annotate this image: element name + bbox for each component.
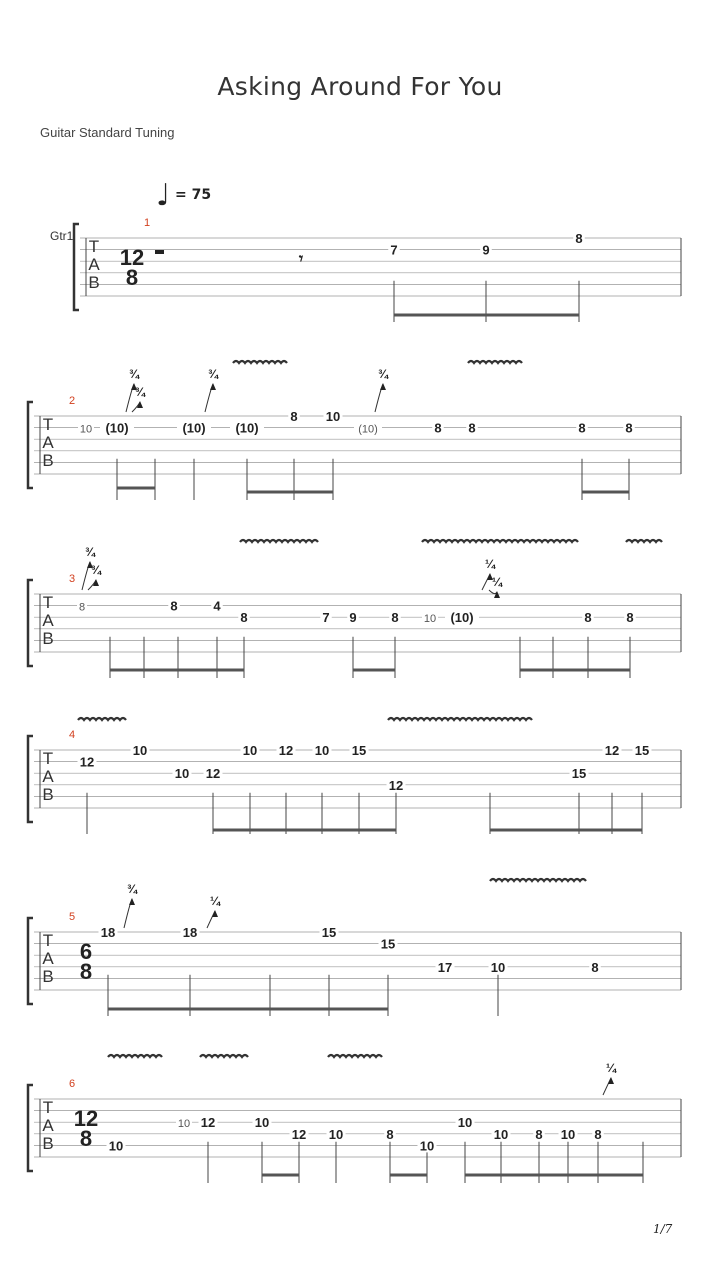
- fret-number: 9: [482, 242, 490, 258]
- tab-clef-letter: T: [42, 593, 54, 612]
- fret-number: 8: [170, 598, 178, 614]
- fret-number: 8: [290, 409, 298, 424]
- fret-number: 8: [625, 420, 633, 436]
- tab-clef-letter: B: [42, 1134, 54, 1153]
- system-bracket: [28, 736, 33, 822]
- fret-number: 7: [390, 242, 398, 258]
- bend-arrowhead: [210, 383, 216, 390]
- fret-number: 12: [200, 1115, 216, 1131]
- measure-number: 3: [68, 573, 76, 585]
- bend-arrowhead: [608, 1077, 614, 1084]
- system-bracket: [28, 1085, 33, 1171]
- fret-number: (10): [182, 420, 206, 436]
- bend-amount: ¾: [90, 563, 102, 577]
- fret-number: 10: [177, 1118, 191, 1131]
- page-number: 1/7: [653, 1222, 673, 1236]
- time-signature-bottom: 8: [79, 1126, 93, 1151]
- bend-arrowhead: [380, 383, 386, 390]
- fret-number: 15: [380, 936, 396, 952]
- bend-amount: ¾: [128, 367, 140, 381]
- vibrato-mark: [233, 361, 287, 363]
- fret-number: 4: [213, 598, 221, 614]
- tab-clef-letter: A: [42, 611, 54, 630]
- tab-clef-letter: B: [42, 967, 54, 986]
- tab-clef-letter: B: [88, 273, 100, 292]
- vibrato-mark: [200, 1055, 248, 1057]
- fret-number: 10: [314, 743, 330, 758]
- fret-number: 12: [388, 777, 404, 793]
- bend-amount: ¾: [84, 545, 96, 559]
- bend-arrowhead: [494, 591, 500, 598]
- fret-number: 17: [437, 959, 453, 975]
- fret-number: (10): [105, 420, 129, 436]
- fret-number: 8: [626, 610, 634, 626]
- fret-number: 10: [423, 613, 437, 626]
- fret-number: 8: [78, 601, 86, 614]
- tab-clef-letter: A: [42, 433, 54, 452]
- fret-number: 8: [434, 420, 442, 436]
- fret-number: (10): [235, 420, 259, 436]
- eighth-rest: 𝄾: [298, 251, 304, 268]
- fret-number: 18: [182, 925, 198, 940]
- time-signature-bottom: 8: [79, 959, 93, 984]
- tab-clef-letter: A: [88, 255, 100, 274]
- fret-number: 7: [322, 610, 330, 626]
- fret-number: 8: [575, 231, 583, 246]
- fret-number: 18: [100, 925, 116, 940]
- tab-clef-letter: B: [42, 451, 54, 470]
- time-signature-top: 12: [73, 1106, 99, 1131]
- fret-number: 8: [391, 610, 399, 626]
- fret-number: 10: [419, 1138, 435, 1154]
- fret-number: 12: [604, 743, 620, 758]
- bend-arrowhead: [212, 910, 218, 917]
- vibrato-mark: [490, 879, 586, 881]
- fret-number: 8: [535, 1126, 543, 1142]
- tab-clef-letter: T: [88, 237, 100, 256]
- fret-number: 10: [242, 743, 258, 758]
- bend-amount: ¼: [484, 557, 496, 571]
- fret-number: 10: [108, 1138, 124, 1154]
- vibrato-mark: [388, 718, 532, 720]
- tab-clef-letter: T: [42, 1098, 54, 1117]
- fret-number: 15: [571, 766, 587, 782]
- tab-clef-letter: A: [42, 767, 54, 786]
- fret-number: 15: [321, 925, 337, 940]
- fret-number: 10: [174, 766, 190, 782]
- bend-amount: ¾: [134, 385, 146, 399]
- fret-number: 10: [132, 743, 148, 758]
- bend-amount: ¾: [207, 367, 219, 381]
- bend-amount: ¾: [126, 882, 138, 896]
- measure-number: 5: [68, 911, 76, 923]
- system-bracket: [74, 224, 79, 310]
- tab-clef-letter: T: [42, 931, 54, 950]
- vibrato-mark: [422, 540, 578, 542]
- fret-number: 8: [240, 610, 248, 626]
- vibrato-mark: [468, 361, 522, 363]
- vibrato-mark: [78, 718, 126, 720]
- fret-number: 12: [79, 754, 95, 770]
- fret-number: 10: [490, 959, 506, 975]
- tempo-value: = 75: [175, 187, 212, 203]
- tuning-label: Guitar Standard Tuning: [40, 125, 175, 140]
- measure-number: 1: [143, 217, 151, 229]
- time-signature-bottom: 8: [125, 265, 139, 290]
- track-name: Gtr1: [50, 229, 74, 243]
- fret-number: 12: [205, 766, 221, 782]
- fret-number: 10: [325, 409, 341, 424]
- quarter-note-icon: ♩: [156, 178, 171, 213]
- vibrato-mark: [108, 1055, 162, 1057]
- fret-number: 10: [79, 423, 93, 436]
- bend-arrowhead: [129, 898, 135, 905]
- fret-number: 8: [386, 1126, 394, 1142]
- tab-clef-letter: B: [42, 629, 54, 648]
- bend-arrow: [489, 590, 497, 594]
- fret-number: 12: [291, 1126, 307, 1142]
- fret-number: 8: [578, 420, 586, 436]
- fret-number: 10: [457, 1115, 473, 1131]
- fret-number: 10: [560, 1126, 576, 1142]
- bend-amount: ¼: [209, 894, 221, 908]
- fret-number: 10: [328, 1126, 344, 1142]
- fret-number: 8: [584, 610, 592, 626]
- time-signature-top: 6: [79, 939, 93, 964]
- tab-clef-letter: B: [42, 785, 54, 804]
- fret-number: 8: [591, 959, 599, 975]
- bend-amount: ¾: [377, 367, 389, 381]
- fret-number: 15: [351, 743, 367, 758]
- system-bracket: [28, 402, 33, 488]
- measure-number: 6: [68, 1078, 76, 1090]
- fret-number: 12: [278, 743, 294, 758]
- vibrato-mark: [328, 1055, 382, 1057]
- bend-amount: ¼: [491, 575, 503, 589]
- tab-clef-letter: T: [42, 749, 54, 768]
- fret-number: (10): [450, 610, 474, 626]
- measure-number: 4: [68, 729, 76, 741]
- tab-clef-letter: A: [42, 1116, 54, 1135]
- fret-number: 9: [349, 610, 357, 626]
- fret-number: (10): [358, 423, 378, 436]
- fret-number: 15: [634, 743, 650, 758]
- song-title: Asking Around For You: [217, 72, 503, 101]
- fret-number: 10: [493, 1126, 509, 1142]
- tab-clef-letter: T: [42, 415, 54, 434]
- system-bracket: [28, 918, 33, 1004]
- vibrato-mark: [240, 540, 318, 542]
- fret-number: 8: [468, 420, 476, 436]
- bend-amount: ¼: [605, 1061, 617, 1075]
- system-bracket: [28, 580, 33, 666]
- measure-number: 2: [68, 395, 76, 407]
- tab-clef-letter: A: [42, 949, 54, 968]
- vibrato-mark: [626, 540, 662, 542]
- fret-number: 10: [254, 1115, 270, 1131]
- fret-number: 8: [594, 1126, 602, 1142]
- time-signature-top: 12: [119, 245, 145, 270]
